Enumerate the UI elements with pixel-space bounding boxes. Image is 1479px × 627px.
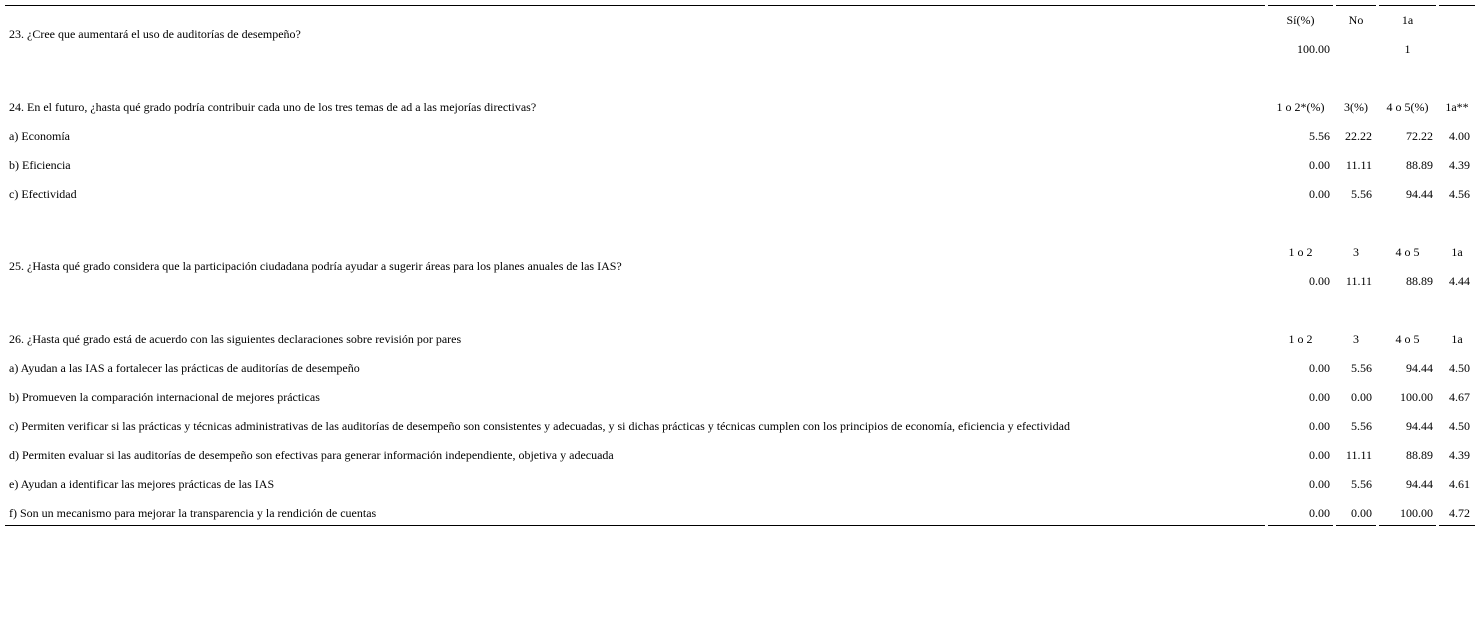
q26-row-value: 4.50 bbox=[1449, 361, 1470, 375]
q26-row-value: 4.72 bbox=[1449, 506, 1470, 520]
q25-value: 0.00 bbox=[1309, 274, 1330, 288]
q26-row-value: 0.00 bbox=[1309, 390, 1330, 404]
q24-header-3: 4 o 5(%) bbox=[1386, 100, 1429, 114]
q25-header-3: 4 o 5 bbox=[1395, 245, 1420, 259]
q26-row-value: 0.00 bbox=[1351, 506, 1372, 520]
q24-row-value: 5.56 bbox=[1309, 129, 1330, 143]
bottom-rule-col3 bbox=[1379, 525, 1436, 526]
question-24: 24. En el futuro, ¿hasta qué grado podría contribuir cada uno de los tres temas de ad a las mejorías directivas? bbox=[9, 100, 537, 114]
q26-row-value: 0.00 bbox=[1309, 419, 1330, 433]
q26-row-label: e) Ayudan a identificar las mejores prácticas de las IAS bbox=[9, 477, 275, 491]
bottom-rule-col4 bbox=[1439, 525, 1475, 526]
q26-row-label: a) Ayudan a las IAS a fortalecer las prácticas de auditorías de desempeño bbox=[9, 361, 360, 375]
q24-row-value: 0.00 bbox=[1309, 158, 1330, 172]
top-rule-col3 bbox=[1379, 5, 1436, 6]
q23-header-no: No bbox=[1348, 13, 1364, 27]
q26-row-value: 100.00 bbox=[1400, 390, 1433, 404]
q24-header-4: 1a** bbox=[1445, 100, 1469, 114]
q26-header-1: 1 o 2 bbox=[1288, 332, 1313, 346]
q24-row-value: 94.44 bbox=[1406, 187, 1433, 201]
q26-row-value: 4.50 bbox=[1449, 419, 1470, 433]
q26-row-value: 4.39 bbox=[1449, 448, 1470, 462]
top-rule-label bbox=[5, 5, 1265, 6]
q26-row-value: 5.56 bbox=[1351, 477, 1372, 491]
q26-row-label: c) Permiten verificar si las prácticas y técnicas administrativas de las auditorías de desempeño son consistentes y adecuadas, y si dichas prácticas y técnicas cumplen con los principios de economía, eficiencia y efectividad bbox=[9, 419, 1070, 433]
q26-header-2: 3 bbox=[1353, 332, 1359, 346]
top-rule-col4 bbox=[1439, 5, 1475, 6]
q23-value-si: 100.00 bbox=[1297, 42, 1330, 56]
q26-row-value: 4.61 bbox=[1449, 477, 1470, 491]
q24-row-value: 0.00 bbox=[1309, 187, 1330, 201]
q24-row-value: 88.89 bbox=[1406, 158, 1433, 172]
q23-header-1a: 1a bbox=[1401, 13, 1414, 27]
q26-row-value: 100.00 bbox=[1400, 506, 1433, 520]
q26-row-value: 4.67 bbox=[1449, 390, 1470, 404]
q24-row-value: 4.56 bbox=[1449, 187, 1470, 201]
q26-row-value: 94.44 bbox=[1406, 419, 1433, 433]
q24-row-value: 22.22 bbox=[1345, 129, 1372, 143]
bottom-rule-col1 bbox=[1268, 525, 1333, 526]
q24-row-value: 72.22 bbox=[1406, 129, 1433, 143]
q23-value-1a: 1 bbox=[1404, 42, 1411, 56]
q24-row-label: b) Eficiencia bbox=[9, 158, 71, 172]
q25-value: 4.44 bbox=[1449, 274, 1470, 288]
q26-row-label: b) Promueven la comparación internacional de mejores prácticas bbox=[9, 390, 320, 404]
bottom-rule-label bbox=[5, 525, 1265, 526]
q24-row-value: 4.00 bbox=[1449, 129, 1470, 143]
q26-row-value: 88.89 bbox=[1406, 448, 1433, 462]
q26-row-value: 0.00 bbox=[1309, 477, 1330, 491]
q26-row-value: 0.00 bbox=[1309, 361, 1330, 375]
question-26: 26. ¿Hasta qué grado está de acuerdo con las siguientes declaraciones sobre revisión por pares bbox=[9, 332, 462, 346]
top-rule-col2 bbox=[1336, 5, 1376, 6]
q26-row-value: 11.11 bbox=[1345, 448, 1372, 462]
q26-row-label: f) Son un mecanismo para mejorar la transparencia y la rendición de cuentas bbox=[9, 506, 377, 520]
q24-row-value: 11.11 bbox=[1345, 158, 1372, 172]
q26-row-value: 0.00 bbox=[1351, 390, 1372, 404]
q26-row-value: 5.56 bbox=[1351, 419, 1372, 433]
q26-row-value: 5.56 bbox=[1351, 361, 1372, 375]
q24-header-2: 3(%) bbox=[1344, 100, 1368, 114]
q25-header-1: 1 o 2 bbox=[1288, 245, 1313, 259]
q24-row-label: a) Economía bbox=[9, 129, 70, 143]
q26-row-value: 94.44 bbox=[1406, 361, 1433, 375]
q26-row-value: 0.00 bbox=[1309, 448, 1330, 462]
q26-row-label: d) Permiten evaluar si las auditorías de desempeño son efectivas para generar información independiente, objetiva y adecuada bbox=[9, 448, 614, 462]
q25-value: 88.89 bbox=[1406, 274, 1433, 288]
q25-header-4: 1a bbox=[1451, 245, 1463, 259]
question-23: 23. ¿Cree que aumentará el uso de auditorías de desempeño? bbox=[9, 27, 301, 41]
q26-header-4: 1a bbox=[1451, 332, 1463, 346]
q26-row-value: 94.44 bbox=[1406, 477, 1433, 491]
q25-header-2: 3 bbox=[1353, 245, 1359, 259]
question-25: 25. ¿Hasta qué grado considera que la participación ciudadana podría ayudar a sugerir áreas para los planes anuales de las IAS? bbox=[9, 259, 622, 273]
q24-row-label: c) Efectividad bbox=[9, 187, 77, 201]
q24-row-value: 5.56 bbox=[1351, 187, 1372, 201]
q26-header-3: 4 o 5 bbox=[1395, 332, 1420, 346]
bottom-rule-col2 bbox=[1336, 525, 1376, 526]
q23-header-si: Sí(%) bbox=[1286, 13, 1315, 27]
q24-row-value: 4.39 bbox=[1449, 158, 1470, 172]
q25-value: 11.11 bbox=[1345, 274, 1372, 288]
q24-header-1: 1 o 2*(%) bbox=[1276, 100, 1325, 114]
q26-row-value: 0.00 bbox=[1309, 506, 1330, 520]
top-rule-col1 bbox=[1268, 5, 1333, 6]
